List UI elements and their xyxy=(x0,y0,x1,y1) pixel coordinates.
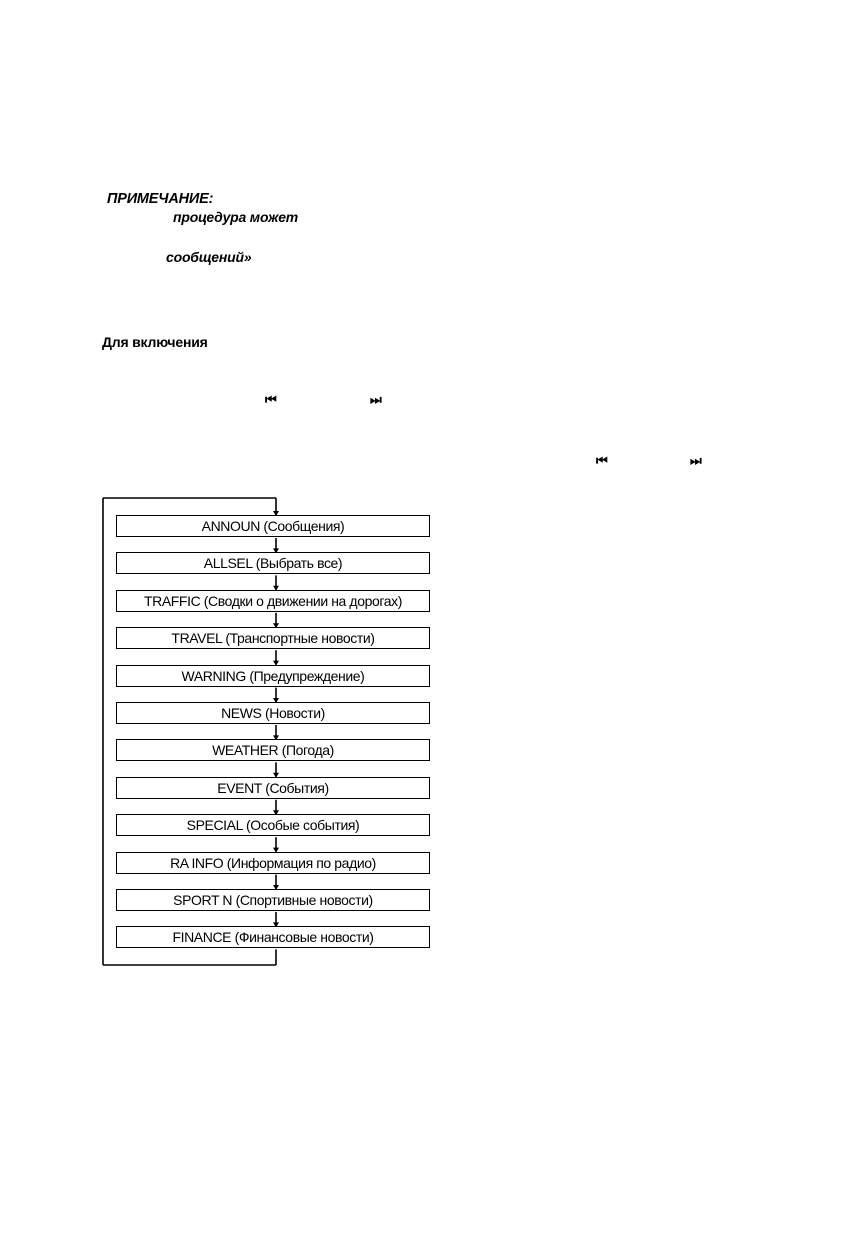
flow-step-box: WARNING (Предупреждение) xyxy=(116,665,430,687)
next-track-icon: ⏭ xyxy=(690,453,700,468)
prev-track-icon: ⏮ xyxy=(265,392,275,407)
flow-step-box: WEATHER (Погода) xyxy=(116,739,430,761)
flow-step-box: FINANCE (Финансовые новости) xyxy=(116,926,430,948)
flow-step-box: SPECIAL (Особые события) xyxy=(116,814,430,836)
enable-text: Для включения xyxy=(102,334,208,350)
flow-step-box: SPORT N (Спортивные новости) xyxy=(116,889,430,911)
prev-track-icon: ⏮ xyxy=(596,453,606,468)
flow-step-box: RA INFO (Информация по радио) xyxy=(116,852,430,874)
flow-step-box: EVENT (События) xyxy=(116,777,430,799)
flow-step-box: NEWS (Новости) xyxy=(116,702,430,724)
flow-step-box: TRAVEL (Транспортные новости) xyxy=(116,627,430,649)
flow-step-box: ANNOUN (Сообщения) xyxy=(116,515,430,537)
flow-step-box: TRAFFIC (Сводки о движении на дорогах) xyxy=(116,590,430,612)
flow-step-box: ALLSEL (Выбрать все) xyxy=(116,552,430,574)
note-line-2: сообщений» xyxy=(166,249,252,265)
note-line-1: процедура может xyxy=(173,209,299,225)
next-track-icon: ⏭ xyxy=(370,392,380,407)
note-heading: ПРИМЕЧАНИЕ: xyxy=(107,191,214,207)
